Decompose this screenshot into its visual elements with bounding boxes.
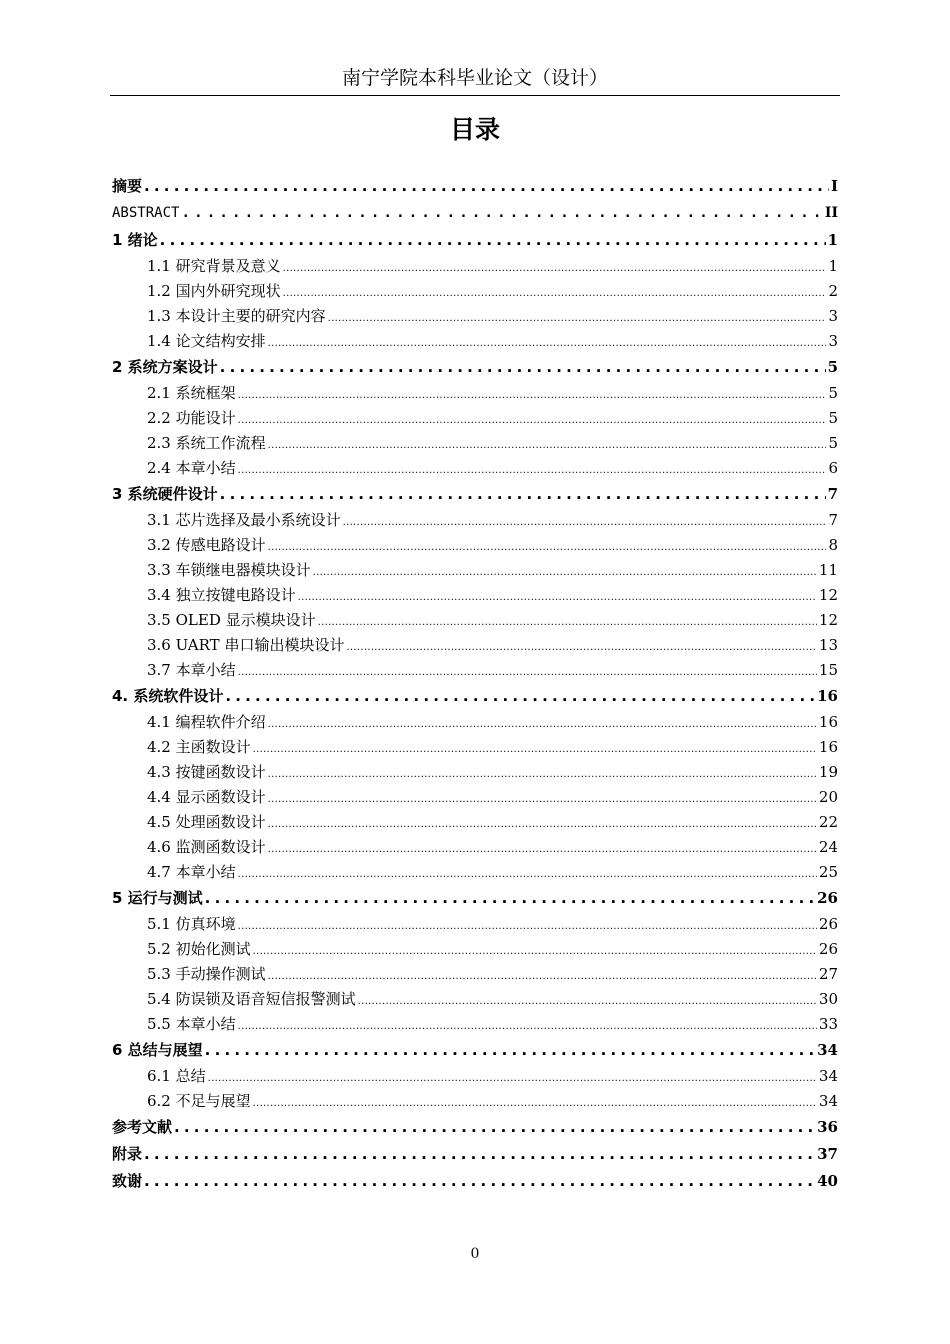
toc-entry-page: 20 [818,788,838,806]
toc-entry-label: 4.7 本章小结 [147,863,236,881]
toc-entry-section[interactable] [112,304,838,329]
toc-entry-page: 1 [828,257,838,275]
toc-entry-chapter[interactable] [112,200,838,227]
toc-entry-label: 3.7 本章小结 [147,661,236,679]
toc-entry-section[interactable] [112,508,838,533]
toc-entry-page: 37 [817,1145,838,1163]
toc-entry-section[interactable] [112,1012,838,1037]
toc-leader-dots [208,1064,817,1089]
toc-entry-chapter[interactable] [112,885,838,912]
toc-leader-dots [298,583,817,608]
toc-entry-label: 2.1 系统框架 [147,384,236,402]
toc-leader-dots [238,658,817,683]
toc-entry-section[interactable] [112,912,838,937]
toc-entry-label: 1.2 国内外研究现状 [147,282,281,300]
toc-entry-label: 3.5 OLED 显示模块设计 [147,611,316,629]
toc-entry-page: 25 [818,863,838,881]
toc-entry-label: 1 绪论 [112,231,158,249]
toc-entry-label: 2.2 功能设计 [147,409,236,427]
toc-entry-label: 3.4 独立按键电路设计 [147,586,296,604]
toc-leader-dots [358,987,817,1012]
toc-entry-label: 6 总结与展望 [112,1041,203,1059]
toc-entry-label: 2 系统方案设计 [112,358,218,376]
toc-entry-label: 4. 系统软件设计 [112,687,224,705]
toc-entry-label: 3.1 芯片选择及最小系统设计 [147,511,341,529]
toc-entry-section[interactable] [112,558,838,583]
toc-entry-page: 1 [827,231,838,249]
toc-leader-dots [238,912,817,937]
toc-entry-chapter[interactable] [112,1037,838,1064]
toc-entry-page: 26 [817,889,838,907]
toc-entry-page: 13 [818,636,838,654]
toc-leader-dots [253,1089,817,1114]
toc-leader-dots [253,735,817,760]
toc-entry-page: 34 [818,1092,838,1110]
toc-leader-dots [174,1114,815,1141]
toc-entry-page: 8 [828,536,838,554]
toc-entry-label: 附录 [112,1145,143,1163]
toc-entry-chapter[interactable] [112,1141,838,1168]
toc-leader-dots [238,406,827,431]
toc-entry-label: 5.1 仿真环境 [147,915,236,933]
toc-entry-label: 1.4 论文结构安排 [147,332,266,350]
toc-entry-section[interactable] [112,810,838,835]
toc-entry-page: 12 [818,586,838,604]
toc-entry-page: 5 [827,358,838,376]
toc-entry-page: 7 [828,511,838,529]
toc-entry-page: 33 [818,1015,838,1033]
toc-entry-label: 摘要 [112,177,143,195]
toc-leader-dots [253,937,817,962]
toc-entry-page: 30 [818,990,838,1008]
toc-leader-dots [238,381,827,406]
toc-entry-section[interactable] [112,279,838,304]
toc-entry-section[interactable] [112,987,838,1012]
toc-entry-label: 2.4 本章小结 [147,459,236,477]
toc-entry-page: 34 [818,1067,838,1085]
toc-entry-chapter[interactable] [112,227,838,254]
toc-entry-label: 6.2 不足与展望 [147,1092,251,1110]
toc-entry-page: 2 [828,282,838,300]
toc-leader-dots [268,962,817,987]
toc-entry-section[interactable] [112,760,838,785]
toc-entry-page: 16 [818,713,838,731]
toc-entry-chapter[interactable] [112,683,838,710]
toc-leader-dots [268,431,827,456]
toc-leader-dots [328,304,827,329]
toc-entry-label: 1.3 本设计主要的研究内容 [147,307,326,325]
toc-entry-page: 3 [828,332,838,350]
toc-entry-label: 3.2 传感电路设计 [147,536,266,554]
toc-leader-dots [225,683,815,710]
toc-entry-section[interactable] [112,329,838,354]
toc-leader-dots [268,760,817,785]
toc-leader-dots [181,200,822,227]
toc-leader-dots [144,1168,815,1195]
toc-entry-section[interactable] [112,583,838,608]
toc-leader-dots [268,329,827,354]
toc-leader-dots [220,481,826,508]
toc-entry-section[interactable] [112,533,838,558]
toc-leader-dots [144,1141,815,1168]
toc-leader-dots [205,1037,815,1064]
toc-entry-section[interactable] [112,860,838,885]
toc-entry-section[interactable] [112,608,838,633]
toc-entry-label: 参考文献 [112,1118,173,1136]
toc-entry-label: 3 系统硬件设计 [112,485,218,503]
toc-entry-chapter[interactable] [112,354,838,381]
toc-entry-page: 27 [818,965,838,983]
toc-entry-page: I [830,177,838,195]
toc-entry-page: 3 [828,307,838,325]
toc-entry-page: 26 [818,915,838,933]
toc-entry-label: 4.3 按键函数设计 [147,763,266,781]
toc-entry-section[interactable] [112,735,838,760]
toc-entry-section[interactable] [112,658,838,683]
toc-leader-dots [268,810,817,835]
page-number: 0 [470,1246,480,1262]
toc-leader-dots [238,456,827,481]
table-of-contents [112,173,838,1195]
toc-entry-page: 7 [827,485,838,503]
toc-entry-section[interactable] [112,1064,838,1089]
toc-entry-label: 4.2 主函数设计 [147,738,251,756]
toc-entry-section[interactable] [112,406,838,431]
toc-entry-page: II [824,205,838,221]
toc-entry-page: 34 [817,1041,838,1059]
toc-entry-chapter[interactable] [112,1114,838,1141]
toc-entry-page: 5 [828,409,838,427]
toc-entry-label: 致谢 [112,1172,143,1190]
toc-leader-dots [268,835,817,860]
toc-entry-chapter[interactable] [112,1168,838,1195]
toc-entry-page: 40 [817,1172,838,1190]
page-header: 南宁学院本科毕业论文（设计） [341,67,608,89]
toc-leader-dots [318,608,817,633]
toc-entry-section[interactable] [112,835,838,860]
toc-entry-page: 5 [828,384,838,402]
toc-entry-label: 3.6 UART 串口输出模块设计 [147,636,345,654]
toc-entry-page: 6 [828,459,838,477]
toc-entry-label: 5 运行与测试 [112,889,203,907]
toc-entry-page: 11 [818,561,838,579]
toc-entry-page: 15 [818,661,838,679]
toc-entry-section[interactable] [112,254,838,279]
toc-entry-label: 4.5 处理函数设计 [147,813,266,831]
toc-entry-label: 5.5 本章小结 [147,1015,236,1033]
toc-entry-label: 1.1 研究背景及意义 [147,257,281,275]
toc-leader-dots [268,710,817,735]
toc-entry-label: ABSTRACT [112,205,180,221]
toc-entry-page: 22 [818,813,838,831]
toc-entry-chapter[interactable] [112,481,838,508]
toc-entry-page: 16 [818,738,838,756]
toc-entry-label: 2.3 系统工作流程 [147,434,266,452]
toc-entry-section[interactable] [112,381,838,406]
toc-entry-page: 26 [818,940,838,958]
toc-entry-page: 16 [817,687,838,705]
toc-entry-section[interactable] [112,633,838,658]
toc-entry-section[interactable] [112,431,838,456]
toc-entry-page: 5 [828,434,838,452]
toc-title: 目录 [449,115,500,144]
header-rule [110,95,840,96]
toc-leader-dots [160,227,826,254]
toc-leader-dots [268,785,817,810]
toc-leader-dots [238,860,817,885]
toc-entry-section[interactable] [112,1089,838,1114]
toc-entry-section[interactable] [112,785,838,810]
toc-entry-section[interactable] [112,456,838,481]
toc-entry-section[interactable] [112,937,838,962]
toc-leader-dots [268,533,827,558]
toc-entry-page: 12 [818,611,838,629]
toc-entry-label: 3.3 车锁继电器模块设计 [147,561,311,579]
toc-leader-dots [343,508,827,533]
toc-entry-label: 4.1 编程软件介绍 [147,713,266,731]
toc-entry-page: 24 [818,838,838,856]
toc-entry-section[interactable] [112,962,838,987]
toc-entry-label: 5.2 初始化测试 [147,940,251,958]
toc-leader-dots [205,885,815,912]
toc-entry-label: 4.6 监测函数设计 [147,838,266,856]
toc-leader-dots [313,558,817,583]
toc-leader-dots [283,279,827,304]
toc-entry-page: 19 [818,763,838,781]
toc-leader-dots [238,1012,817,1037]
toc-leader-dots [220,354,826,381]
toc-entry-chapter[interactable] [112,173,838,200]
toc-leader-dots [346,633,816,658]
toc-entry-label: 5.3 手动操作测试 [147,965,266,983]
toc-entry-label: 6.1 总结 [147,1067,206,1085]
toc-leader-dots [144,173,829,200]
toc-leader-dots [283,254,827,279]
toc-entry-label: 5.4 防误锁及语音短信报警测试 [147,990,356,1008]
toc-entry-page: 36 [817,1118,838,1136]
toc-entry-label: 4.4 显示函数设计 [147,788,266,806]
toc-entry-section[interactable] [112,710,838,735]
